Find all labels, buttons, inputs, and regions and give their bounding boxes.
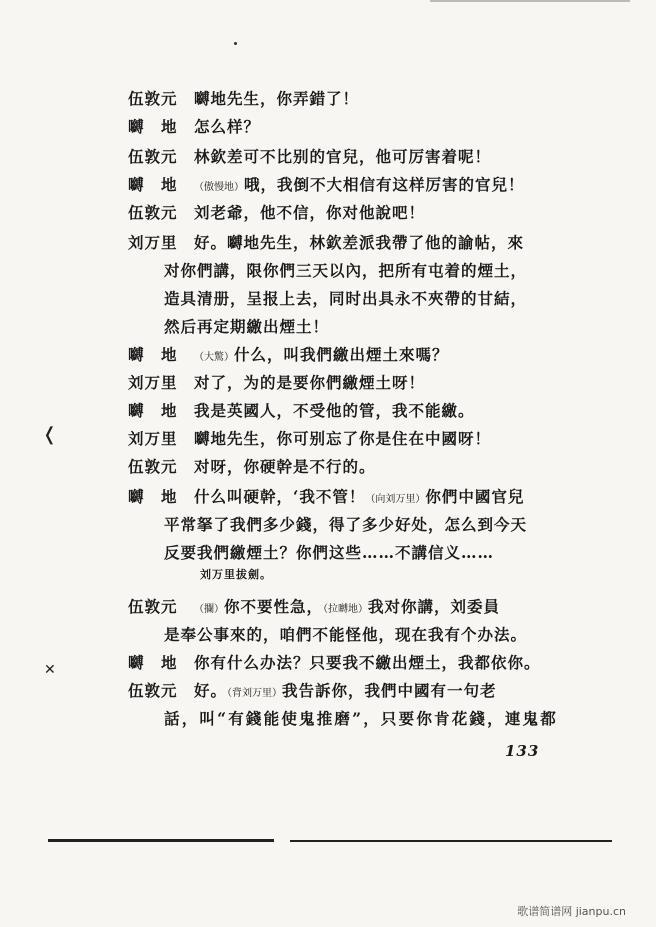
dialogue-line: 嚩 地 什么叫硬幹，‘我不管！（向刘万里）你們中國官兒 (128, 487, 525, 506)
dialogue-line: 伍敦元 对呀，你硬幹是不行的。 (128, 457, 376, 476)
margin-tick-icon: ✕ (44, 662, 56, 678)
dialogue-continuation: 然后再定期繳出煙土！ (164, 317, 330, 336)
dialogue-continuation: 对你們講，限你們三天以內，把所有屯着的煙土， (164, 261, 528, 280)
dialogue-line: 刘万里 对了，为的是要你們繳煙土呀！ (128, 373, 426, 392)
dialogue-line: 嚩 地 （傲慢地）哦，我倒不大相信有这样厉害的官兒！ (128, 175, 525, 194)
dialogue-line: 刘万里 嚩地先生，你可别忘了你是住在中國呀！ (128, 429, 492, 448)
dialogue-line: 嚩 地 你有什么办法？只要我不繳出煙土，我都依你。 (128, 653, 541, 672)
bottom-rule-right (290, 840, 612, 842)
page-number: 133 (505, 742, 540, 760)
dialogue-line: 刘万里 好。嚩地先生，林欽差派我帶了他的諭帖，來 (128, 233, 525, 252)
dialogue-line: 伍敦元 刘老爺，他不信，你对他說吧！ (128, 203, 426, 222)
dialogue-line: 伍敦元 好。（背刘万里）我告訴你，我們中國有一句老 (128, 681, 497, 700)
watermark: 歌谱简谱网 jianpu.cn (517, 905, 626, 918)
dialogue-line: 伍敦元 （攔）你不要性急，（拉嚩地）我对你講，刘委員 (128, 597, 501, 616)
ink-dot (234, 42, 237, 45)
bottom-rule-left (48, 839, 274, 842)
margin-arrow-icon: ❬ (42, 424, 58, 445)
dialogue-line: 嚩 地 我是英國人，不受他的管，我不能繳。 (128, 401, 475, 420)
dialogue-line: 嚩 地 （大驚）什么，叫我們繳出煙土來嗎？ (128, 345, 449, 364)
dialogue-continuation: 是奉公事來的，咱們不能怪他，现在我有个办法。 (164, 625, 528, 644)
top-edge-line (430, 0, 630, 2)
dialogue-continuation: 反要我們繳煙土？你們这些……不講信义…… (164, 543, 495, 562)
dialogue-continuation: 話，叫“有錢能使鬼推磨”，只要你肯花錢，連鬼都 (164, 709, 558, 728)
dialogue-continuation: 造具清册，呈报上去，同时出具永不夾帶的甘結， (164, 289, 528, 308)
dialogue-line: 伍敦元 嚩地先生，你弄錯了！ (128, 89, 360, 108)
dialogue-continuation: 平常拏了我們多少錢，得了多少好处，怎么到今天 (164, 515, 528, 534)
dialogue-line: 伍敦元 林欽差可不比别的官兒，他可厉害着呢！ (128, 147, 492, 166)
dialogue-line: 嚩 地 怎么样？ (128, 117, 261, 136)
stage-direction: 刘万里拔劍。 (200, 568, 272, 581)
